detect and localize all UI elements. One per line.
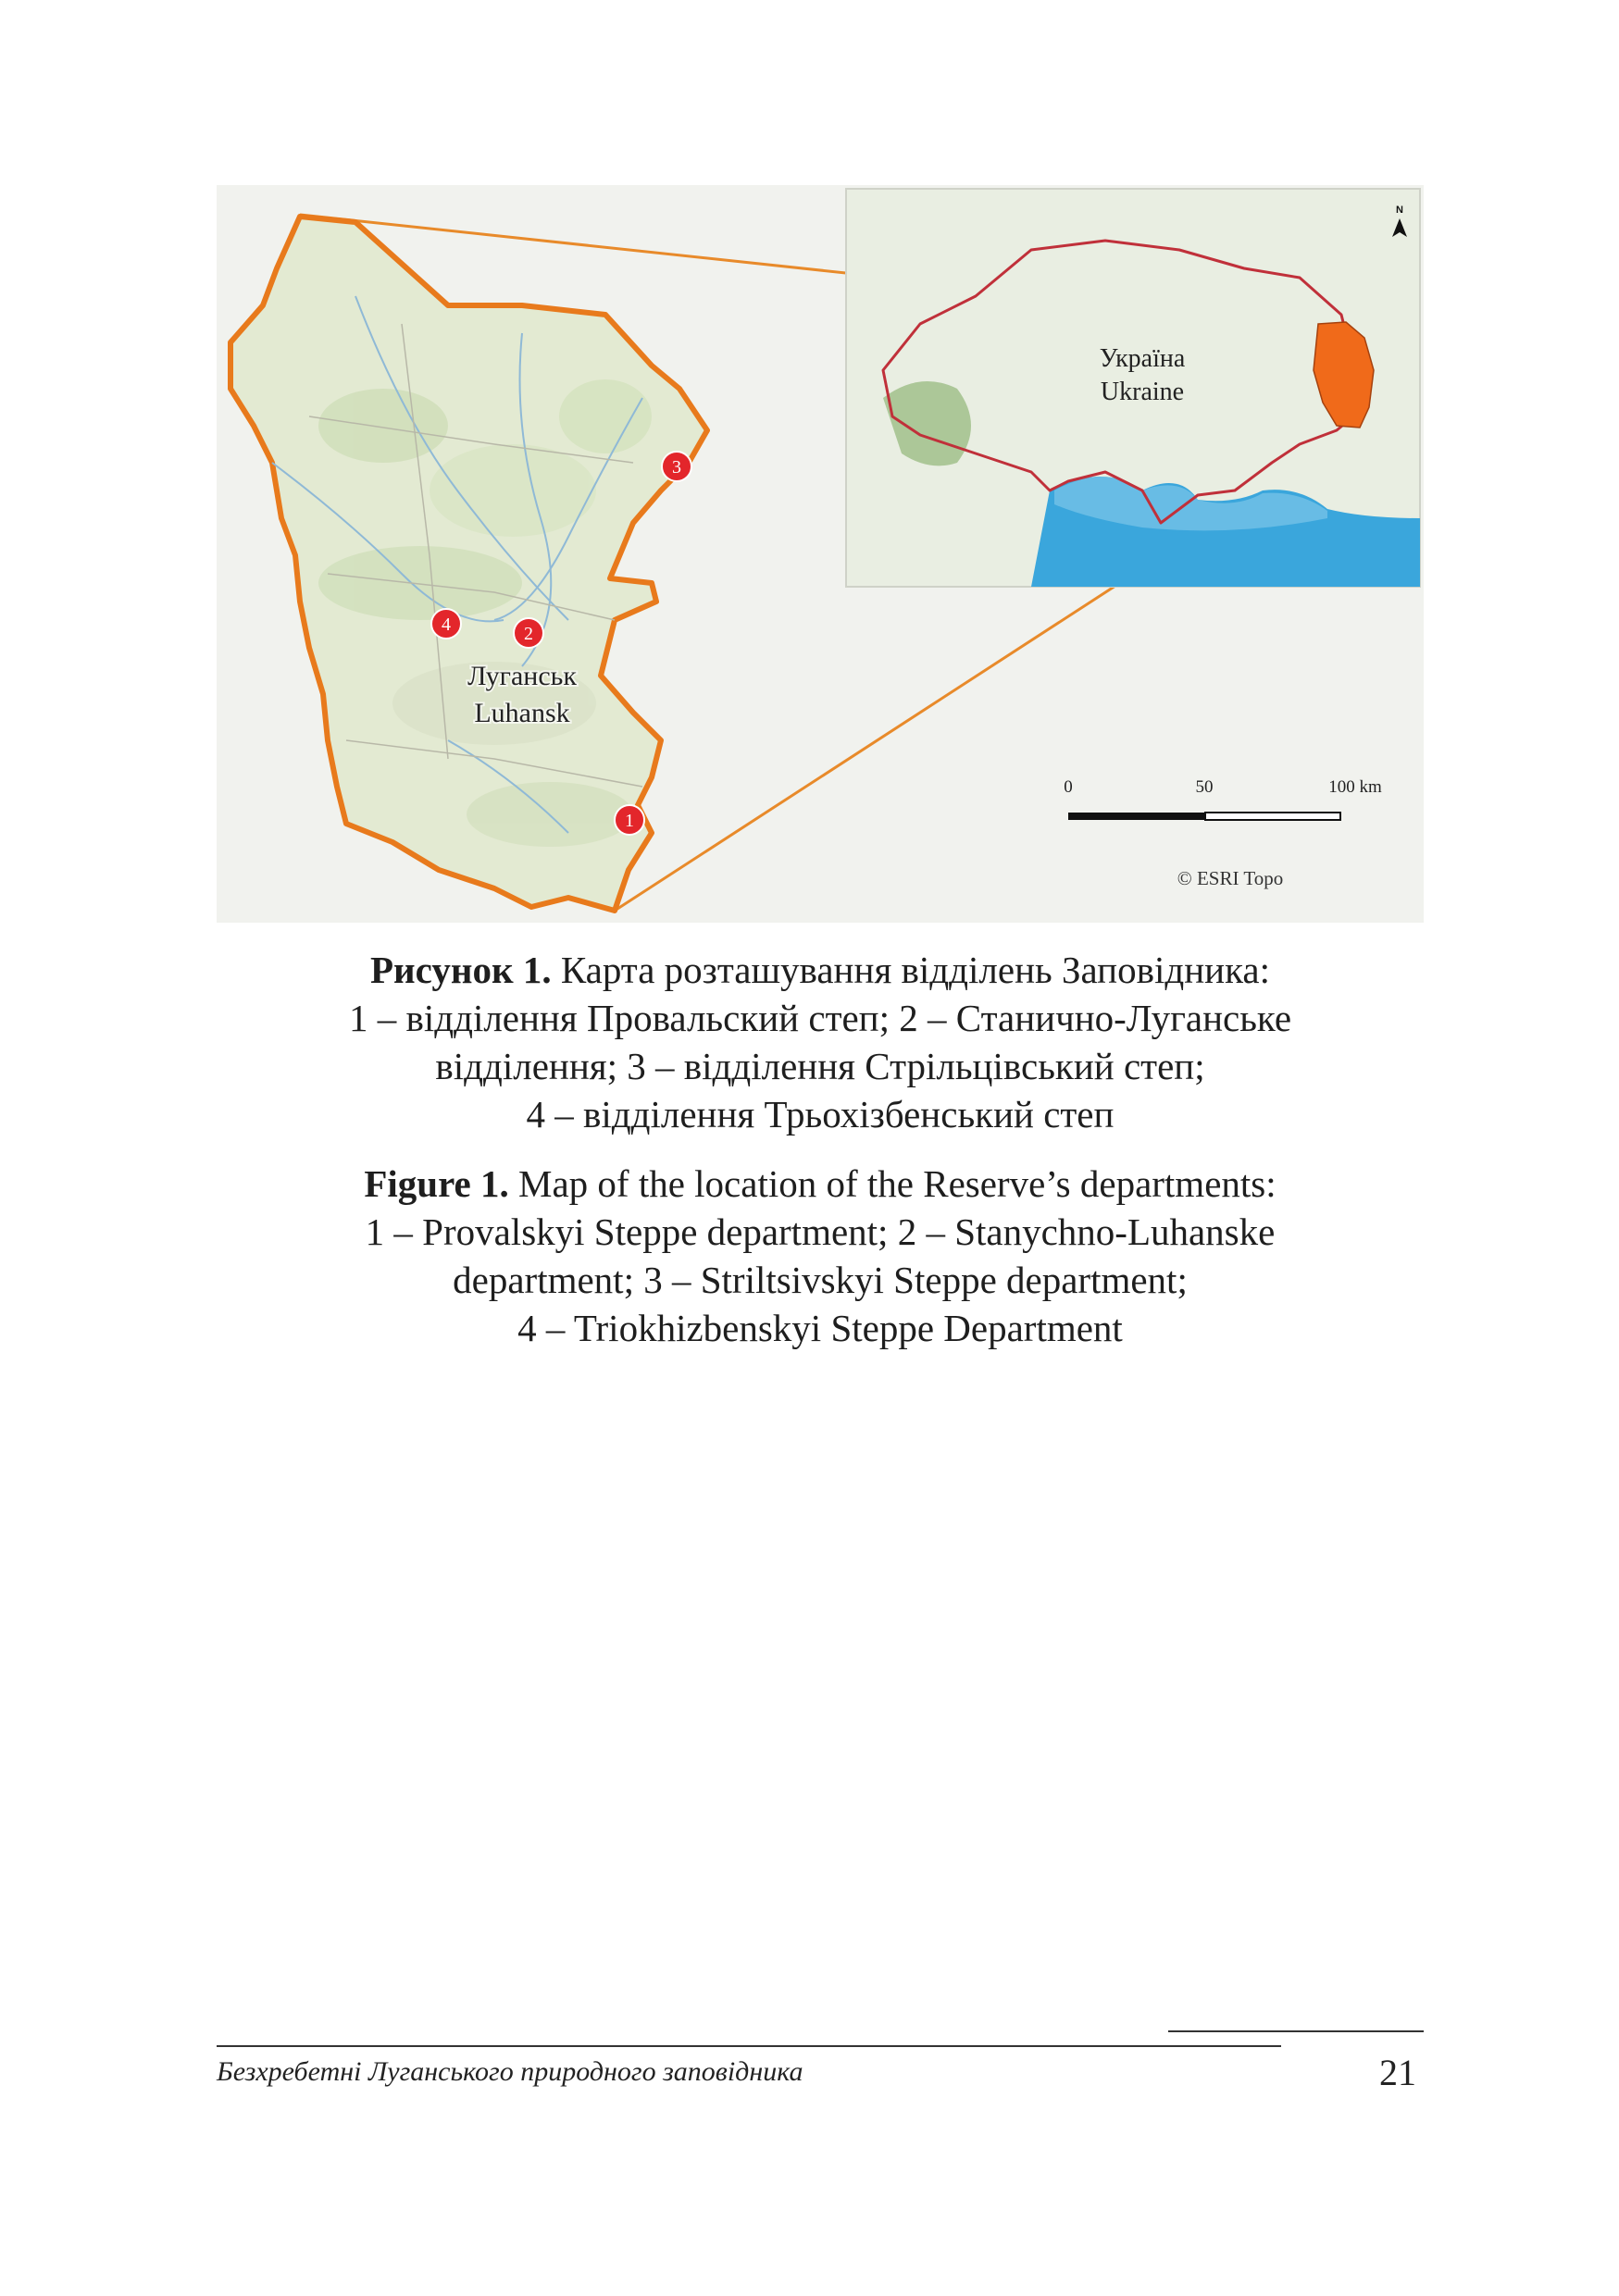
caption-uk-label: Рисунок 1.	[370, 949, 552, 991]
caption-en-line-1	[217, 1160, 1424, 1208]
department-marker-2	[514, 618, 543, 648]
svg-text:2: 2	[524, 624, 533, 644]
scale-tick-50: 50	[1195, 777, 1214, 797]
caption-uk-line-2: 1 – відділення Провальский степ; 2 – Станично-Луганське	[348, 997, 1292, 1039]
caption-uk-text-1: Карта розташування відділень Заповідника:	[551, 949, 1270, 991]
svg-text:N: N	[1396, 205, 1403, 216]
caption-en-line-4: 4 – Triokhizbenskyi Steppe Department	[517, 1307, 1123, 1349]
map-attribution: © ESRI Topo	[1177, 867, 1284, 889]
department-marker-4	[431, 609, 461, 639]
scale-tick-0: 0	[1064, 777, 1073, 797]
city-label-en: Luhansk	[474, 698, 570, 728]
caption-uk-line-4: 4 – відділення Трьохізбенський степ	[526, 1093, 1115, 1136]
country-label-en: Ukraine	[1100, 378, 1185, 406]
caption-en-text-1: Map of the location of the Reserve’s departments:	[508, 1162, 1277, 1205]
svg-text:1: 1	[625, 811, 634, 831]
scale-tick-100: 100 km	[1328, 777, 1382, 797]
location-map-figure	[217, 185, 1424, 923]
footer-rule-left	[217, 2045, 1281, 2047]
department-marker-1	[615, 805, 644, 835]
footer-book-title: Безхребетні Луганського природного заповідника	[217, 2056, 803, 2087]
inset-map-ukraine	[846, 189, 1420, 587]
caption-uk-line-3: відділення; 3 – відділення Стрільцівський степ;	[435, 1045, 1205, 1087]
city-label-uk: Луганськ	[467, 661, 577, 691]
map-svg	[217, 185, 1424, 923]
svg-text:4: 4	[442, 614, 451, 635]
caption-uk-line-1	[217, 946, 1424, 994]
figure-caption-ukrainian	[217, 946, 1424, 1138]
footer-rule-right	[1168, 2030, 1424, 2032]
figure-caption-english	[217, 1160, 1424, 1352]
caption-en-line-3: department; 3 – Striltsivskyi Steppe department;	[453, 1259, 1188, 1301]
department-marker-3	[662, 452, 691, 481]
scale-bar	[1064, 777, 1382, 820]
country-label-uk: Україна	[1099, 344, 1186, 373]
caption-en-label: Figure 1.	[364, 1162, 509, 1205]
caption-en-line-2: 1 – Provalskyi Steppe department; 2 – Stanychno-Luhanske	[365, 1210, 1276, 1253]
page-number: 21	[1379, 2052, 1416, 2093]
svg-text:3: 3	[672, 457, 681, 478]
